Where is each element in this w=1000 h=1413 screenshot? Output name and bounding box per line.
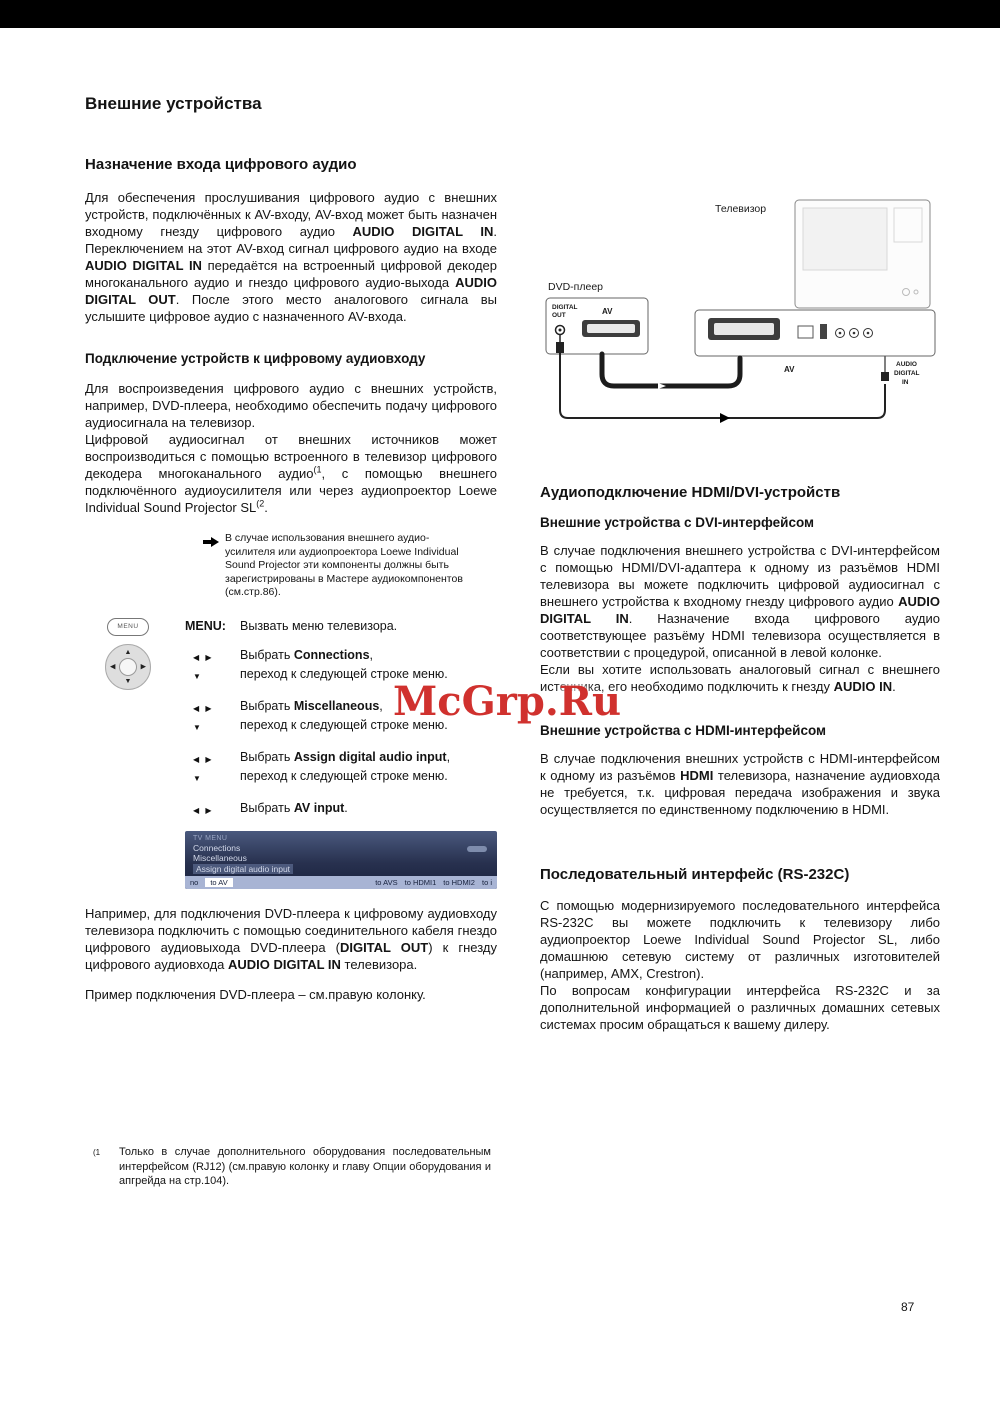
step-line: Выбрать Miscellaneous, — [240, 698, 383, 713]
paragraph: Цифровой аудиосигнал от внешних источников может воспроизводиться с помощью встроенного в телевизор цифрового декодера многоканального аудио$^{(1}$, с помощью внешнего подключённого аудиоусилителя или через аудиопроектор Loewe Individual Sound Projector SL$^{(2}$. — [85, 432, 497, 515]
step-line: переход к следующей строке меню. — [240, 666, 448, 681]
option-to-av: to AV — [205, 878, 232, 887]
option-to-i: to i — [481, 877, 492, 887]
page-number: 87 — [901, 1300, 915, 1314]
menu-button-icon — [107, 618, 149, 636]
step-av-input — [185, 800, 497, 819]
down-arrow-icon: ▼ — [193, 671, 203, 681]
note-text: В случае использования внешнего аудио-усилителя или аудиопроектора Loewe Individual Sound Projector эти компоненты должны быть зарегистрированы в Мастере аудиокомпонентов (см.стр.86). — [225, 532, 463, 598]
step-line: Выбрать Connections, — [240, 647, 374, 662]
down-arrow-icon: ▼ — [193, 773, 203, 783]
step-line: Выбрать AV input. — [240, 800, 348, 815]
paragraph: Для воспроизведения цифрового аудио с внешних устройств, например, DVD-плеера, необходимо обеспечить подачу цифрового аудиосигнала на телевизор. — [85, 381, 497, 430]
subheading-connect-devices: Подключение устройств к цифровому аудиовходу — [85, 351, 426, 366]
dpad-right-icon: ▶ — [140, 663, 146, 670]
step-line: переход к следующей строке меню. — [240, 717, 448, 732]
dpad-up-icon: ▲ — [124, 648, 132, 656]
right-column — [540, 196, 940, 1033]
subheading-hdmi: Внешние устройства с HDMI-интерфейсом — [540, 723, 827, 738]
left-right-arrows-icon: ◀ ▶ — [193, 703, 214, 713]
paragraph: Если вы хотите использовать аналоговый сигнал с внешнего источника, его необходимо подключить к гнезду AUDIO IN. — [540, 662, 940, 694]
dpad-down-icon: ▼ — [124, 677, 132, 685]
panel-av-label: AV — [784, 365, 795, 374]
menu-row — [185, 618, 497, 634]
note-arrow-icon — [203, 532, 225, 600]
tv-connector-panel — [695, 310, 935, 356]
menu-instruction-text: Вызвать меню телевизора. — [240, 618, 398, 633]
tv-illustration — [795, 200, 930, 308]
paragraph: По вопросам конфигурации интерфейса RS-232C и за дополнительной информацией о различных домашних сетевых системах просим обращаться к вашему дилеру. — [540, 983, 940, 1032]
paragraph: В случае подключения внешних устройств с HDMI-интерфейсом к одному из разъёмов HDMI телевизора, назначение аудиовхода не требуется, т.к. цифровая передача изображения и звука осуществляется по единственному подключению в HDMI. — [540, 751, 940, 817]
tvmenu-option-bar — [185, 876, 497, 889]
tvmenu-item-assign — [193, 864, 497, 875]
audio-label: AUDIO — [896, 361, 917, 368]
connection-diagram — [540, 196, 940, 446]
paragraph: Например, для подключения DVD-плеера к цифровому аудиовходу телевизора подключить с помощью соединительного кабеля гнездо цифрового аудиовыхода DVD-плеера (DIGITAL OUT) к гнезду цифрового аудиовхода AUDIO DIGITAL IN телевизора. — [85, 905, 497, 972]
section-heading-hdmi-dvi: Аудиоподключение HDMI/DVI-устройств — [540, 484, 841, 501]
note-block — [203, 532, 479, 600]
paragraph: Для обеспечения прослушивания цифрового аудио с внешних устройств, подключённых к AV-входу, AV-вход может быть назначен входному гнезду цифрового аудио AUDIO DIGITAL IN. Переключением на этот AV-вход сигнал цифрового аудио на входе AUDIO DIGITAL IN передаётся на встроенный цифровой декодер многоканального аудио и гнездо цифрового аудио-выхода AUDIO DIGITAL OUT. После этого место аналогового сигнала вы услышите цифровое аудио с назначенного AV-входа. — [85, 190, 498, 324]
tv-label: Телевизор — [715, 203, 767, 215]
left-right-arrows-icon: ◀ ▶ — [193, 805, 214, 815]
tvmenu-item-assign-label: Assign digital audio input — [193, 864, 293, 874]
tvmenu-item-connections: Connections — [193, 842, 241, 853]
scart-cable — [602, 354, 740, 389]
left-right-arrows-icon: ◀ ▶ — [193, 754, 214, 764]
menu-label: MENU: — [185, 618, 226, 633]
left-column — [85, 156, 497, 1003]
subheading-dvi: Внешние устройства с DVI-интерфейсом — [540, 515, 815, 530]
paragraph: С помощью модернизируемого последовательного интерфейса RS-232C вы можете подключить к телевизору либо аудиопроектор Loewe Individual Sound Projector SL, либо домашнюю сетевую систему от различных изготовителей (например, AMX, Crestron). — [540, 898, 940, 981]
option-to-hdmi2: to HDMI2 — [443, 877, 475, 887]
paragraph: В случае подключения внешнего устройства с DVI-интерфейсом с помощью HDMI/DVI-адаптера к одному из разъёмов HDMI телевизора вы можете подключить цифровой аудиосигнал с внешнего устройства к входному гнезду цифрового аудио AUDIO DIGITAL IN. Назначение входа цифрового аудио соответствующее разъёму HDMI телевизора осуществляется в соответствии с процедурой, описанной в левой колонке. — [540, 543, 941, 660]
audio-digital-in-jack — [881, 356, 920, 386]
paragraph: Пример подключения DVD-плеера – см.правую колонку. — [85, 986, 426, 1002]
dvd-av-label: AV — [602, 307, 613, 316]
section-heading-digital-audio: Назначение входа цифрового аудио — [85, 156, 357, 173]
digital-out-label: DIGITAL — [552, 304, 578, 311]
footnote-mark: (1 — [93, 1148, 101, 1157]
digital-out-label2: OUT — [552, 312, 566, 319]
dpad-left-icon: ◀ — [110, 663, 116, 670]
footnote — [93, 1145, 491, 1189]
down-arrow-icon: ▼ — [193, 722, 203, 732]
option-no: no — [190, 877, 199, 887]
step-assign-digital-audio — [185, 749, 497, 787]
step-line: переход к следующей строке меню. — [240, 768, 448, 783]
scroll-indicator — [467, 846, 487, 852]
dpad-icon — [105, 644, 151, 690]
menu-button-label: MENU — [117, 623, 139, 630]
cable-direction-arrow — [720, 413, 730, 423]
dpad-center — [119, 658, 137, 676]
in-label: IN — [902, 379, 909, 386]
section-heading-rs232c: Последовательный интерфейс (RS-232C) — [540, 866, 850, 883]
digital-label: DIGITAL — [894, 370, 920, 377]
footnote-text: Только в случае дополнительного оборудования последовательным интерфейсом (RJ12) (см.правую колонку и главу Опции оборудования и апгрейда на стр.104). — [119, 1146, 491, 1187]
watermark: McGrp.Ru — [393, 678, 622, 725]
step-line: Выбрать Assign digital audio input, — [240, 749, 451, 764]
tvmenu-item-miscellaneous: Miscellaneous — [193, 853, 247, 863]
page-title: Внешние устройства — [85, 94, 262, 113]
left-right-arrows-icon: ◀ ▶ — [193, 652, 214, 662]
tvmenu-header: TV MENU — [193, 834, 228, 842]
dvd-label: DVD-плеер — [548, 281, 603, 293]
option-to-avs: to AVS — [375, 877, 398, 887]
top-black-bar — [0, 0, 1000, 28]
tv-menu-screenshot — [185, 831, 497, 889]
option-to-hdmi1: to HDMI1 — [404, 877, 437, 887]
